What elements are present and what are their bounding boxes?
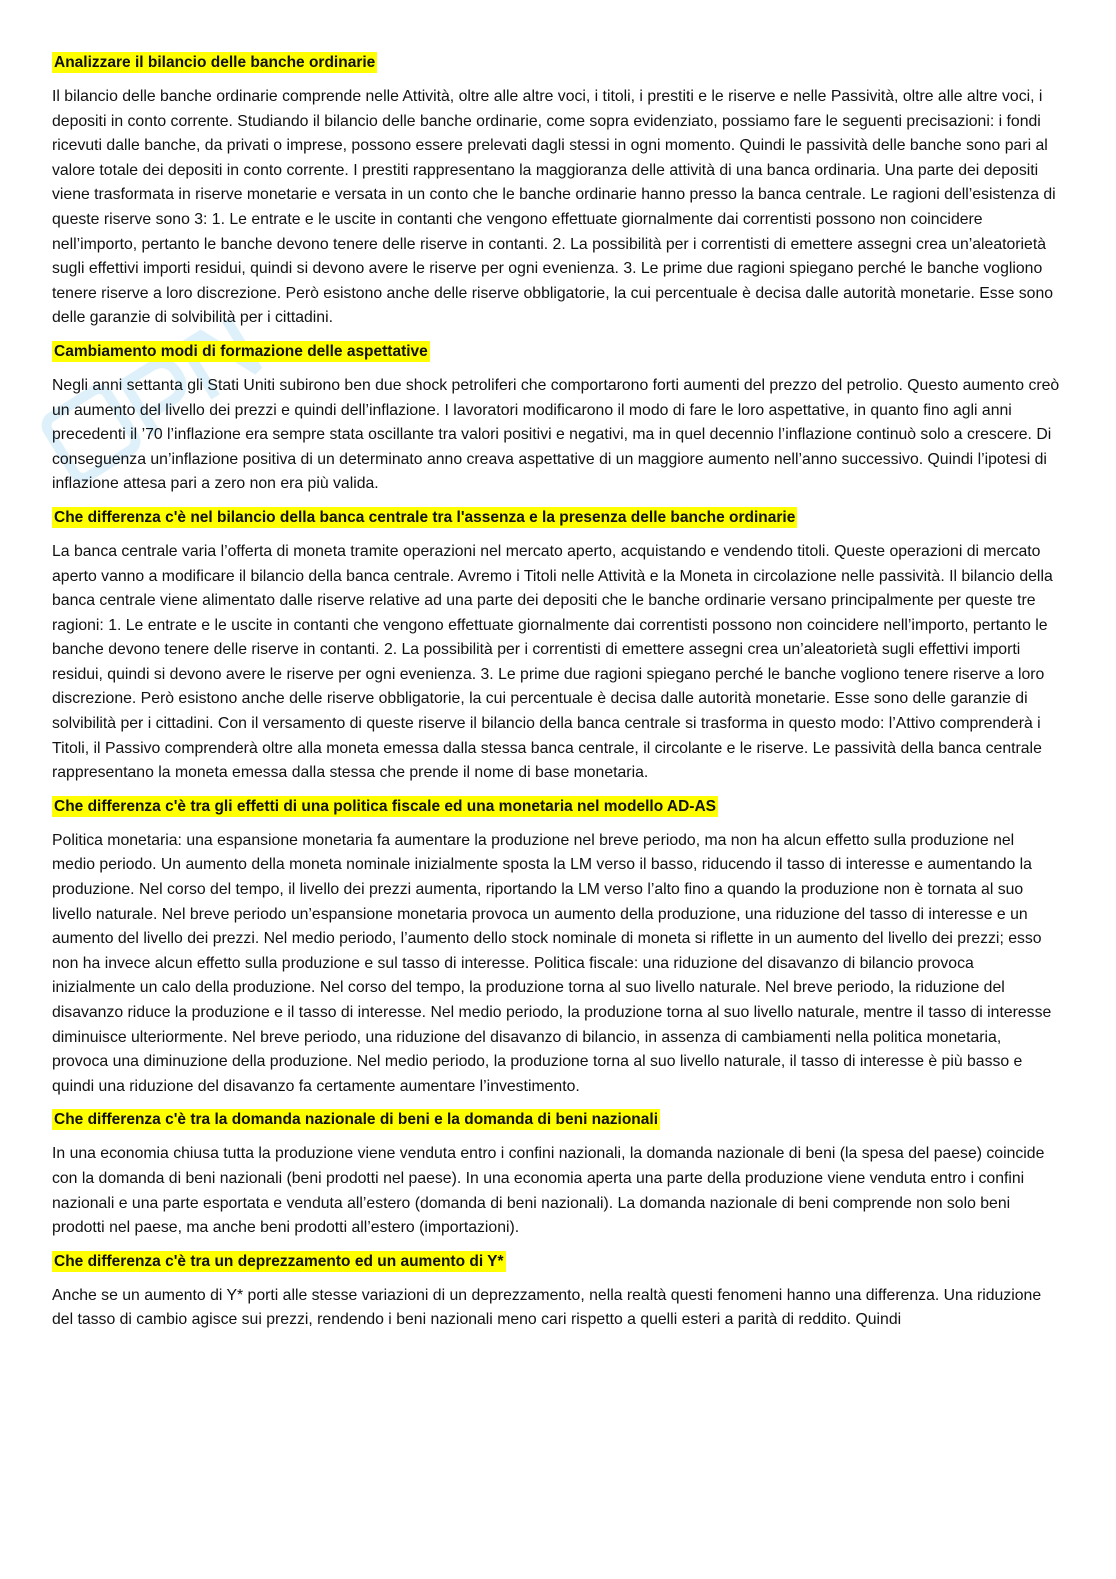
section-deprezzamento bbox=[52, 1251, 1060, 1333]
section-heading: Che differenza c'è tra un deprezzamento ed un aumento di Y* bbox=[54, 1252, 504, 1270]
section-paragraph: Negli anni settanta gli Stati Uniti subirono ben due shock petroliferi che comportarono forti aumenti del prezzo del petrolio. Questo aumento creò un aumento del livello dei prezzi e quindi dell’inflazione. I lavoratori modificarono il modo di fare le loro aspettative, in quanto fino agli anni precedenti il ’70 l’inflazione era sempre stata oscillante tra valori positivi e negativi, ma in quel decennio l’inflazione continuò solo a crescere. Di conseguenza un’inflazione positiva di un determinato anno creava aspettative di un maggiore aumento nell’anno successivo. Quindi l’ipotesi di inflazione attesa pari a zero non era più valida. bbox=[52, 376, 1060, 493]
section-paragraph: Anche se un aumento di Y* porti alle stesse variazioni di un deprezzamento, nella realtà questi fenomeni hanno una differenza. Una riduzione del tasso di cambio agisce sui prezzi, rendendo i beni nazionali meno cari rispetto a quelli esteri a parità di reddito. Quindi bbox=[52, 1286, 1042, 1329]
section-paragraph: In una economia chiusa tutta la produzione viene venduta entro i confini nazionali, la domanda nazionale di beni (la spesa del paese) coincide con la domanda di beni nazionali (beni prodotti nel paese). In una economia aperta una parte della produzione viene venduta entro i confini nazionali e una parte esportata e venduta all’estero (domanda di beni nazionali). La domanda nazionale di beni comprende non solo beni prodotti nel paese, ma anche beni prodotti all’estero (importazioni). bbox=[52, 1145, 1045, 1237]
section-bilancio-banche-ordinarie bbox=[52, 52, 1060, 331]
section-heading: Che differenza c'è nel bilancio della banca centrale tra l'assenza e la presenza delle banche ordinarie bbox=[54, 508, 796, 526]
section-paragraph: La banca centrale varia l’offerta di moneta tramite operazioni nel mercato aperto, acquistando e vendendo titoli. Queste operazioni di mercato aperto vanno a modificare il bilancio della banca centrale. Avremo i Titoli nelle Attività e la Moneta in circolazione nelle passività. Il bilancio della banca centrale viene alimentato dalle riserve relative ad una parte dei depositi che le banche ordinarie versano principalmente per queste tre ragioni: 1. Le entrate e le uscite in contanti che vengono effettuate giornalmente dai correntisti possono non coincidere nell’importo, pertanto le banche devono tenere delle riserve in contanti. 2. La possibilità per i correntisti di emettere assegni crea un’aleatorietà sugli effettivi importi residui, quindi si devono avere le riserve per ogni evenienza. 3. Le prime due ragioni spiegano perché le banche vogliono tenere riserve a loro discrezione. Però esistono anche delle riserve obbligatorie, la cui percentuale è decisa dalle autorità monetarie. Esse sono delle garanzie di solvibilità per i cittadini. Con il versamento di queste riserve il bilancio della banca centrale si trasforma in questo modo: l’Attivo comprenderà i Titoli, il Passivo comprenderà oltre alla moneta emessa dalla stessa banca centrale, il circolante e le riserve. Le passività della banca centrale rappresentano la moneta emessa dalla stessa che prende il nome di base monetaria. bbox=[52, 542, 1053, 782]
section-paragraph: Il bilancio delle banche ordinarie comprende nelle Attività, oltre alle altre voci, i titoli, i prestiti e le riserve e nelle Passività, oltre alle altre voci, i depositi in conto corrente. Studiando il bilancio delle banche ordinarie, come sopra evidenziato, possiamo fare le seguenti precisazioni: i fondi ricevuti dalle banche, da privati o imprese, possono essere prelevati dagli stessi in ogni momento. Quindi le passività delle banche sono pari al valore totale dei depositi in conto corrente. I prestiti rappresentano la maggioranza delle attività di una banca ordinaria. Una parte dei depositi viene trasformata in riserve monetarie e versata in un conto che le banche ordinarie hanno presso la banca centrale. Le ragioni dell’esistenza di queste riserve sono 3: 1. Le entrate e le uscite in contanti che vengono effettuate giornalmente dai correntisti possono non coincidere nell’importo, pertanto le banche devono tenere delle riserve in contanti. 2. La possibilità per i correntisti di emettere assegni crea un’aleatorietà sugli effettivi importi residui, quindi si devono avere le riserve per ogni evenienza. 3. Le prime due ragioni spiegano perché le banche vogliono tenere riserve a loro discrezione. Però esistono anche delle riserve obbligatorie, la cui percentuale è decisa dalle autorità monetarie. Esse sono delle garanzie di solvibilità per i cittadini. bbox=[52, 88, 1056, 327]
section-aspettative bbox=[52, 341, 1060, 497]
section-heading: Cambiamento modi di formazione delle aspettative bbox=[54, 342, 428, 360]
section-heading: Analizzare il bilancio delle banche ordinarie bbox=[54, 54, 376, 71]
section-paragraph: Politica monetaria: una espansione monetaria fa aumentare la produzione nel breve periodo, ma non ha alcun effetto sulla produzione nel medio periodo. Un aumento della moneta nominale inizialmente sposta la LM verso il basso, riducendo il tasso di interesse e aumentando la produzione. Nel corso del tempo, il livello dei prezzi aumenta, riportando la LM verso l’alto fino a quando la produzione non è tornata al suo livello naturale. Nel breve periodo un’espansione monetaria provoca un aumento della produzione, una riduzione del tasso di interesse e un aumento del livello dei prezzi. Nel medio periodo, l’aumento dello stock nominale di moneta si riflette in un aumento del livello dei prezzi; esso non ha invece alcun effetto sulla produzione e sul tasso di interesse. Politica fiscale: una riduzione del disavanzo di bilancio provoca inizialmente un calo della produzione. Nel corso del tempo, la produzione torna al suo livello naturale. Nel breve periodo, la riduzione del disavanzo riduce la produzione e il tasso di interesse. Nel medio periodo, la produzione torna al suo livello naturale, mentre il tasso di interesse diminuisce ulteriormente. Nel breve periodo, una riduzione del disavanzo di bilancio, in assenza di cambiamenti nella politica monetaria, provoca una diminuzione della produzione. Nel medio periodo, la produzione torna al suo livello naturale, il tasso di interesse è più basso e quindi una riduzione del disavanzo fa certamente aumentare l’investimento. bbox=[52, 831, 1052, 1095]
section-bilancio-banca-centrale bbox=[52, 507, 1060, 786]
section-heading: Che differenza c'è tra gli effetti di una politica fiscale ed una monetaria nel modello AD-AS bbox=[54, 797, 716, 815]
document-page bbox=[52, 52, 1060, 1343]
section-heading: Che differenza c'è tra la domanda nazionale di beni e la domanda di beni nazionali bbox=[54, 1111, 659, 1129]
section-domanda-nazionale bbox=[52, 1109, 1060, 1240]
section-politica-fiscale-monetaria bbox=[52, 796, 1060, 1100]
